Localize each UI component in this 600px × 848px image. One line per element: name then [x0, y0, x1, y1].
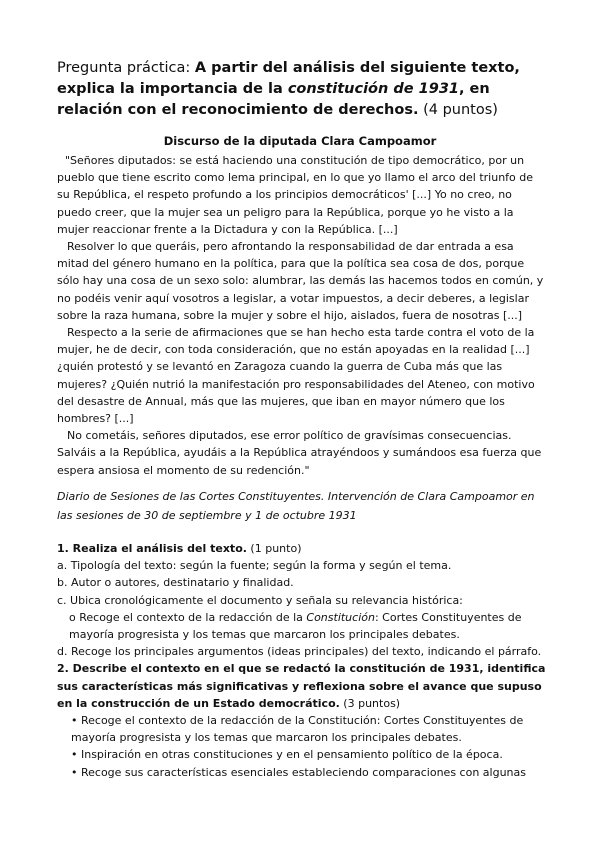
question-points: (4 puntos): [418, 102, 498, 118]
speech-title: Discurso de la diputada Clara Campoamor: [163, 134, 437, 148]
question-bold-part2: , en relación con el reconocimiento de derechos.: [57, 81, 490, 118]
task-2-heading: [57, 660, 547, 712]
task-1-item-c-sub: [57, 609, 547, 643]
question-bold-part1: A partir del análisis del siguiente texto, explica la importancia de la: [57, 60, 520, 97]
task-2-bullet-3: • Recoge sus características esenciales estableciendo comparaciones con algunas: [71, 765, 526, 779]
task-2-bullet-1: • Recoge el contexto de la redacción de la Constitución: Cortes Constituyentes de mayoría progresista y los temas que marcaron los principales debates.: [71, 714, 524, 745]
speech-paragraph-1: "Señores diputados: se está haciendo una constitución de tipo democrático, por un pueblo que tiene escrito como lema principal, en lo que yo llamo el arco del triunfo de su República, el respeto profundo a los principios democráticos' [...] Yo no creo, no puedo creer, que la mujer sea un peligro para la República, porque yo he visto a la mujer reaccionar frente a la Dictadura y con la República. [...]: [57, 154, 534, 236]
task-1-item-c: c. Ubica cronológicamente el documento y señala su relevancia histórica:: [57, 593, 463, 607]
question-prefix: Pregunta práctica:: [57, 60, 195, 76]
task-1-item-d: d. Recoge los principales argumentos (ideas principales) del texto, indicando el párrafo.: [57, 645, 542, 659]
speech-text: [57, 152, 547, 479]
task-list: [57, 540, 547, 781]
speech-paragraph-2: Resolver lo que queráis, pero afrontando la responsabilidad de dar entrada a esa mitad del género humano en la política, para que la política sea cosa de dos, porque sólo hay una cosa de un sexo solo: alumbrar, las demás las hacemos todos en común, y no podéis venir aquí vosotros a legislar, a votar impuestos, a decir deberes, a legislar sobre la raza humana, sobre la mujer y sobre el hijo, aislados, fuera de nosotras [...]: [57, 240, 544, 322]
task-1-points: (1 punto): [246, 542, 302, 555]
speech-paragraph-4: No cometáis, señores diputados, ese error político de gravísimas consecuencias. Salváis a la República, ayudáis a la República atrayéndoos y sumándoos esa fuerza que espera ansiosa el momento de su redención.": [57, 429, 542, 477]
question-bold-italic: constitución de 1931: [287, 81, 459, 97]
task-2-points: (3 puntos): [339, 696, 401, 710]
source-citation: Diario de Sesiones de las Cortes Constituyentes. Intervención de Clara Campoamor en las sesiones de 30 de septiembre y 1 de octubre 1931: [57, 490, 535, 522]
task-2-title: 2. Describe el contexto en el que se redactó la constitución de 1931, identifica sus características más significativas y reflexiona sobre el avance que supuso en la construcción de un Estado democrático.: [57, 662, 546, 710]
task-1-c-sub-post: : Cortes Constituyentes de mayoría progresista y los temas que marcaron los principales debates.: [69, 610, 522, 642]
task-1-heading: [57, 540, 547, 557]
question-heading: [57, 58, 547, 121]
task-1-c-sub-pre: o Recoge el contexto de la redacción de la: [69, 610, 307, 624]
task-1-c-sub-italic: Constitución: [306, 610, 375, 624]
task-1-item-a: a. Tipología del texto: según la fuente; según la forma y según el tema.: [57, 559, 452, 573]
task-1-item-b: b. Autor o autores, destinatario y finalidad.: [57, 576, 294, 590]
task-2-bullet-2: • Inspiración en otras constituciones y en el pensamiento político de la época.: [71, 748, 503, 762]
task-1-title: 1. Realiza el análisis del texto.: [57, 542, 247, 555]
speech-paragraph-3: Respecto a la serie de afirmaciones que se han hecho esta tarde contra el voto de la mujer, he de decir, con toda consideración, que no están apoyadas en la realidad [...] ¿quién protestó y se levantó en Zaragoza cuando la guerra de Cuba más que las mujeres? ¿Quién nutrió la manifestación pro responsabilidades del Ateneo, con motivo del desastre de Annual, más que las mujeres, que iban en mayor número que los hombres? [...]: [57, 326, 535, 426]
